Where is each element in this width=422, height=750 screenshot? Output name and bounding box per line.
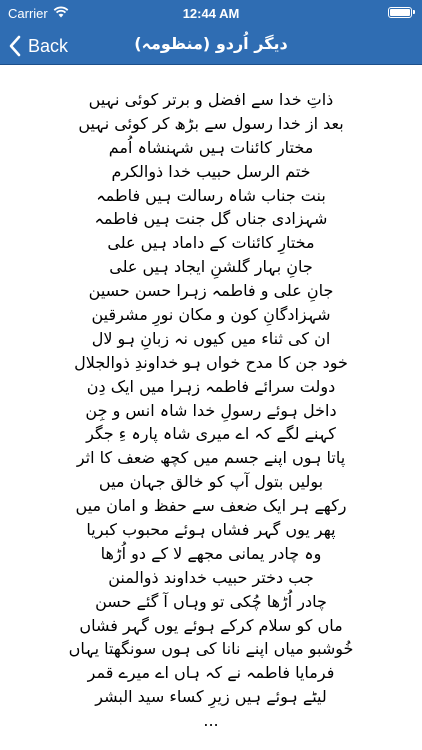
poem-line: چادر اُڑھا چُکی تو وہاں آ گئے حسن bbox=[95, 591, 327, 611]
poem-line: ان کی ثناء میں کیوں نہ زبانِ ہو لال bbox=[91, 328, 331, 348]
poem-line: بنت جناب شاہ رسالت ہیں فاطمہ bbox=[96, 185, 326, 205]
poem-line: کہنے لگے کہ اے میری شاہ پارہ ءِ جگر bbox=[86, 424, 336, 444]
poem-line: ختم الرسل حبیب خدا ذوالکرم bbox=[111, 161, 311, 181]
poem-line: داخل ہوئے رسولِ خدا شاہ انس و جِن bbox=[85, 400, 337, 420]
status-time: 12:44 AM bbox=[182, 6, 240, 21]
status-bar bbox=[0, 0, 422, 28]
poem-line: ماں کو سلام کرکے ہوئے یوں گہر فشاں bbox=[79, 615, 343, 635]
poem-line: فرمایا فاطمہ نے کہ ہاں اے میرے قمر bbox=[87, 663, 335, 683]
navbar-divider bbox=[0, 64, 422, 65]
poem-line: پاتا ہوں اپنے جسم میں کچھ ضعف کا اثر bbox=[76, 448, 346, 468]
poem-text bbox=[0, 88, 422, 733]
poem-line: جب دختر حبیب خداوند ذوالمنن bbox=[108, 567, 314, 587]
poem-line: بعد از خدا رسول سے بڑھ کر کوئی نہیں bbox=[78, 113, 344, 133]
poem-line: جانِ علی و فاطمہ زہرا حسن حسین bbox=[88, 281, 334, 301]
poem-line: جانِ بہار گلشنِ ایجاد ہیں علی bbox=[109, 257, 313, 277]
poem-line: مختارِ کائنات کے داماد ہیں علی bbox=[107, 233, 315, 253]
poem-line: لیٹے ہوئے ہیں زیرِ کساء سید البشر bbox=[95, 687, 327, 707]
poem-line: ... bbox=[203, 711, 219, 731]
back-label: Back bbox=[28, 35, 69, 56]
poem-line: خود جن کا مدح خواں ہو خداوندِ ذوالجلال bbox=[74, 352, 348, 372]
poem-line: وہ چادر یمانی مجھے لا کے دو اُڑھا bbox=[100, 543, 322, 563]
battery-icon bbox=[388, 7, 412, 18]
poem-line: رکھے ہر ایک ضعف سے حفظ و امان میں bbox=[75, 496, 347, 516]
poem-line: شہزادی جناں گل جنت ہیں فاطمہ bbox=[94, 209, 328, 229]
poem-line: دولت سرائے فاطمہ زہرا میں ایک دِن bbox=[86, 376, 336, 396]
poem-line: بولیں بتول آپ کو خالق جہان میں bbox=[98, 472, 324, 492]
page-title: دیگر اُردو (منظومہ) bbox=[134, 34, 288, 53]
poem-line: مختار کائنات ہیں شہنشاہ اُمم bbox=[108, 137, 314, 157]
poem-line: ذاتِ خدا سے افضل و برتر کوئی نہیں bbox=[88, 90, 334, 109]
poem-line: شہزادگانِ کون و مکان نورِ مشرقین bbox=[91, 305, 331, 325]
poem-line: خُوشبو میاں اپنے نانا کی ہوں سونگھتا یہاں bbox=[68, 639, 354, 659]
carrier-label: Carrier bbox=[8, 6, 48, 21]
poem-line: پھر یوں گہر فشاں ہوئے محبوب کبریا bbox=[86, 520, 336, 540]
navigation-bar bbox=[0, 28, 422, 64]
